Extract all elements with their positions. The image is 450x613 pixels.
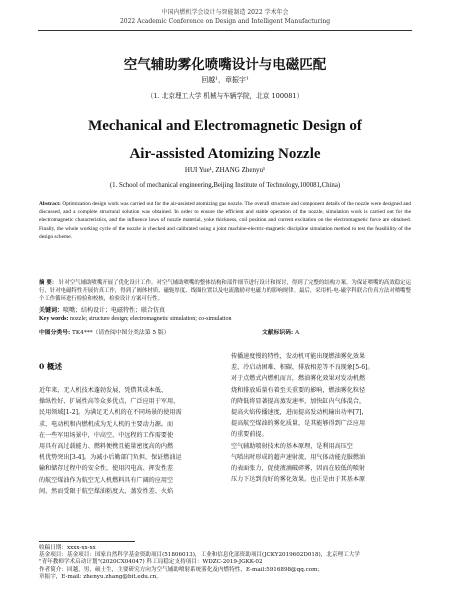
body-text-line: 的航空煤油作为航空无人机燃料具有广阔的应用空 <box>39 476 174 484</box>
footnote-line: 作者简介：回越，男，硕士生，主要研究方向为空气辅助喷射系统雾化及内燃特性，E-mail:5916898@qq.com； <box>39 566 323 573</box>
keywords-cn <box>39 305 411 314</box>
body-text-line: 用具有高过载能力、燃料便携且能量密度高的内燃 <box>39 443 174 451</box>
footnote-line: 收稿日期：xxxx-xx-xx <box>39 545 96 551</box>
footnote-rule <box>39 541 135 542</box>
document-code <box>262 327 299 336</box>
body-text-line: 在一些军用场景中，中高空、中远程的工作需要使 <box>39 431 174 439</box>
body-text-line: 提高航空煤油的雾化质量，是其能够得到广泛应用 <box>231 420 366 428</box>
body-text-line: 输和储存过程中的安全性，使用闪电高、挥发性差 <box>39 465 174 473</box>
body-text-line: 传播速度慢的特性，发动机可能出现燃油雾化效果 <box>231 353 366 360</box>
footnote-line: 基金项目：基金项目：国家自然科学基金资助项目(51806013)，工业和信息化部资助项目(JCKY2019602D018)，北京理工大学 <box>39 552 360 559</box>
footnotes <box>39 545 415 581</box>
running-header-cn: 中国内燃机学会设计与智能制造 2022 学术年会 <box>161 9 289 16</box>
body-text-line: 机优势突出[3-4]。为减小后勤部门负担，保证燃油运 <box>39 454 182 462</box>
doc-code-label: 文献标识码: <box>262 330 294 336</box>
body-text-line: 气喷出时形成的超声速射流，用气体动能克服燃油 <box>231 453 366 461</box>
running-header-en: 2022 Academic Conference on Design and Intelligent Manufacturing <box>119 18 331 25</box>
footnote-line: "青年教师学术启动计划"(2020CX04047) 科工局稳定支持项目：WDZC-2019-JGKK-02 <box>39 559 263 566</box>
body-text-line: 空气辅助喷射技术的基本原理，是利用高压空 <box>231 442 353 450</box>
body-text-line: 的降低将显著提高蒸发速率，加快缸内气体混合， <box>231 397 366 405</box>
abstract-en-label: Abstract: <box>39 201 61 207</box>
body-text-line: 压力下达到良好的雾化效果。也正是由于其基本原 <box>231 476 366 484</box>
affiliation-cn: （1. 北京理工大学 机械与车辆学院，北京 100081） <box>146 92 304 100</box>
abstract-cn-label: 摘 要： <box>39 280 58 286</box>
body-text-line: 烧和排放质量有着至关重要的影响，燃油雾化粒径 <box>231 386 366 394</box>
authors-en: HUI Yue¹, ZHANG Zhenyu¹ <box>184 166 266 174</box>
title-cn: 空气辅助雾化喷嘴设计与电磁匹配 <box>123 57 327 73</box>
abstract-en <box>39 200 411 241</box>
title-en-line1: Mechanical and Electromagnetic Design of <box>88 118 362 134</box>
section-heading: 0 概述 <box>39 362 63 371</box>
right-column <box>231 351 413 485</box>
authors-cn: 回越¹，章振宇¹ <box>201 76 249 84</box>
keywords-en-label: Key words: <box>39 316 69 322</box>
affiliation-en: (1. School of mechanical engineering,Beijing Institute of Technology,100081,China) <box>109 182 341 189</box>
abstract-en-text: Optimization design work was carried out for the air-assisted atomizing gas nozzle. The overall structure and component details of the nozzle were designed and discussed, and a complete structural solution was obtained. In order to ensure the efficient and stable operation of the nozzle, simulation work is carried out for the electromagnetic characteristics, and the influence laws of nozzle material, yoke thickness, coil position and current excitation on the electromagnetic force are obtained. Finally, the whole working cycle of the nozzle is checked and calibrated using a joint machine-electric-magnetic discipline simulation method to test the feasibility of the design scheme. <box>39 201 411 240</box>
doc-code-value: A <box>294 330 300 336</box>
abstract-cn <box>39 279 411 304</box>
classification <box>39 327 170 336</box>
abstract-cn-text: 针对空气辅助喷嘴开展了优化设计工作。对空气辅助喷嘴的整体结构和部件细节进行设计和探讨，得到了完整的结构方案。为保证喷嘴的高效稳定运行，针对电磁特性开展仿真工作，得到了阀体材质、磁轭厚度、线圈位置以及电流激励对电磁力的影响规律。最后，采用机-电-磁学科联合仿真方法对喷嘴整个工作循环进行检验和校核，检验设计方案可行性。 <box>39 280 411 303</box>
keywords-en <box>39 316 411 322</box>
body-text-line: 的表面张力，促使液滴破碎雾，因而在较低的喷射 <box>231 465 366 473</box>
body-text-line: 间，然而受限于航空煤油粘度大、蒸发性差、火焰 <box>39 487 174 495</box>
left-column <box>39 385 219 497</box>
title-en-line2: Air-assisted Atomizing Nozzle <box>129 146 321 162</box>
body-text-line: 对于点燃式内燃机而言，燃油雾化效果对发动机燃 <box>231 375 366 383</box>
keywords-cn-label: 关键词： <box>39 307 64 314</box>
header-rule <box>38 30 412 31</box>
body-text-line: 操纵性好、扩展性高等众多优点，广泛应用于军用、 <box>39 398 180 406</box>
body-text-line: 提高火焰传播速度，进而提高发动机输出功率[7]， <box>231 409 368 417</box>
body-text-line: 近年来，无人机技术蓬勃发展，凭借其成本低、 <box>39 387 167 394</box>
body-text-line: 的重要前提。 <box>231 431 268 439</box>
body-text-line: 民用领域[1-2]。为满足无人机的在不同场景的使用需 <box>39 409 182 417</box>
body-text-line: 求，电动机和内燃机成为无人机的主要动力源。而 <box>39 420 174 428</box>
keywords-cn-text: 喷嘴；结构设计；电磁特性；联合仿真 <box>63 307 166 314</box>
clc-value: TK4***（请查阅中图分类法第 5 版） <box>71 330 170 336</box>
clc-label: 中图分类号: <box>39 330 71 336</box>
keywords-en-text: nozzle; structure design; electromagnetic simulation; co-simulation <box>70 316 232 322</box>
body-text-line: 差、冷启动困难、积碳、排放相差等不良现象[5-6]。 <box>231 364 374 372</box>
footnote-line: 章振宇，E-mail: zhenyu.zhang@bit.edu.cn。 <box>39 573 162 580</box>
